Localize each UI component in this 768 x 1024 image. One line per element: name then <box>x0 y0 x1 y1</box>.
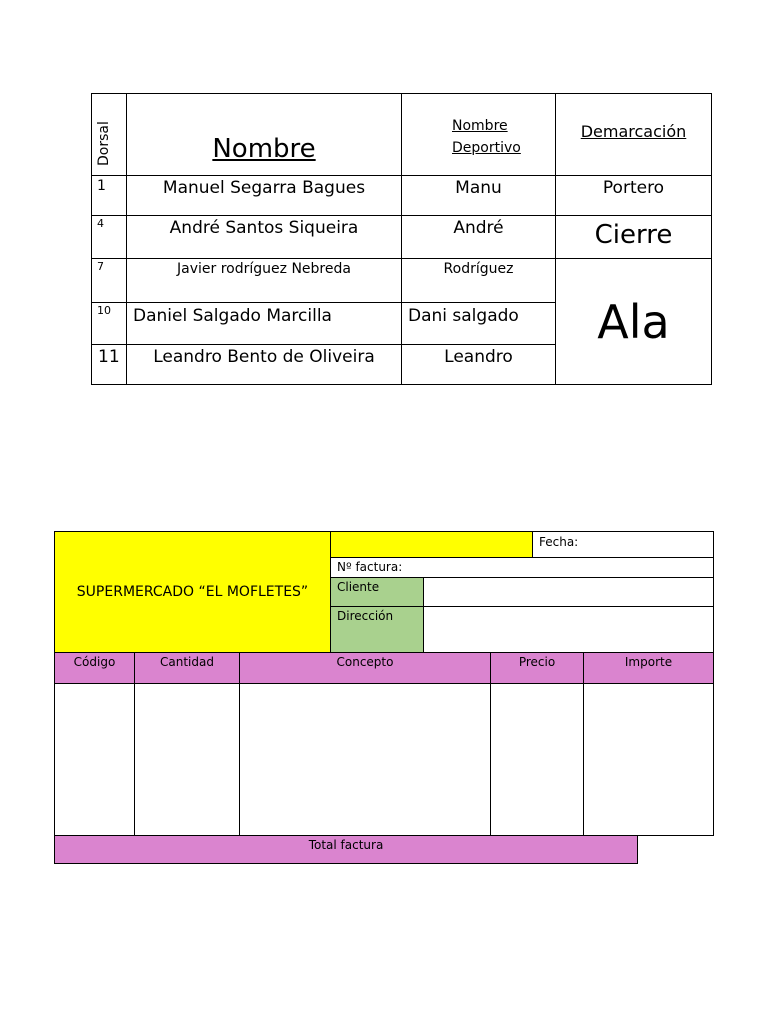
fecha-label: Fecha: <box>539 535 579 549</box>
row-nombre: Leandro Bento de Oliveira <box>153 347 375 367</box>
direccion-value-field[interactable] <box>423 606 714 653</box>
store-name-block <box>54 531 331 653</box>
column-header-concepto <box>239 652 491 684</box>
row-nombre: André Santos Siqueira <box>169 218 359 238</box>
direccion-label-cell <box>330 606 424 653</box>
direccion-label: Dirección <box>337 609 394 623</box>
row-dorsal: 4 <box>97 217 104 230</box>
fecha-cell <box>532 531 714 558</box>
factura-label: Nº factura: <box>337 560 403 574</box>
row-demarcacion-merged: Ala <box>597 294 670 349</box>
column-header-precio <box>490 652 584 684</box>
column-header-label: Cantidad <box>160 655 214 669</box>
column-header-importe <box>583 652 714 684</box>
row-deportivo: Manu <box>455 178 502 198</box>
column-header-label: Concepto <box>336 655 394 669</box>
row-dorsal: 10 <box>97 304 111 317</box>
column-header-label: Importe <box>624 655 673 669</box>
cliente-value-field[interactable] <box>423 577 714 607</box>
header-nombre-deportivo-line2: Deportivo <box>452 140 521 156</box>
row-nombre: Manuel Segarra Bagues <box>162 178 366 198</box>
store-name: SUPERMERCADO “EL MOFLETES” <box>76 584 309 600</box>
factura-row <box>330 557 714 578</box>
roster-divider <box>401 93 402 385</box>
roster-divider <box>91 302 556 303</box>
row-dorsal: 7 <box>97 260 104 273</box>
row-deportivo: Rodríguez <box>443 261 514 277</box>
header-nombre: Nombre <box>212 134 316 164</box>
header-nombre-deportivo-line1: Nombre <box>452 118 508 134</box>
concepto-body-cell[interactable] <box>239 683 491 836</box>
row-deportivo: André <box>453 218 504 238</box>
row-dorsal: 1 <box>97 178 106 194</box>
invoice-highlight-strip <box>330 531 533 558</box>
row-dorsal: 11 <box>98 347 120 367</box>
column-header-codigo <box>54 652 135 684</box>
roster-divider <box>91 215 712 216</box>
header-dorsal: Dorsal <box>96 121 112 166</box>
total-label: Total factura <box>308 838 384 852</box>
importe-body-cell[interactable] <box>583 683 714 836</box>
cliente-label: Cliente <box>337 580 380 594</box>
row-deportivo: Dani salgado <box>408 306 519 326</box>
cantidad-body-cell[interactable] <box>134 683 240 836</box>
roster-divider <box>91 175 712 176</box>
precio-body-cell[interactable] <box>490 683 584 836</box>
header-demarcacion: Demarcación <box>580 122 687 141</box>
row-nombre: Javier rodríguez Nebreda <box>177 261 351 277</box>
row-demarcacion: Cierre <box>594 220 673 250</box>
column-header-label: Código <box>73 655 116 669</box>
column-header-label: Precio <box>518 655 556 669</box>
cliente-label-cell <box>330 577 424 607</box>
total-row <box>54 835 638 864</box>
codigo-body-cell[interactable] <box>54 683 135 836</box>
row-deportivo: Leandro <box>444 347 513 367</box>
row-nombre: Daniel Salgado Marcilla <box>133 306 332 326</box>
roster-divider <box>91 344 556 345</box>
row-demarcacion: Portero <box>602 178 665 198</box>
column-header-cantidad <box>134 652 240 684</box>
